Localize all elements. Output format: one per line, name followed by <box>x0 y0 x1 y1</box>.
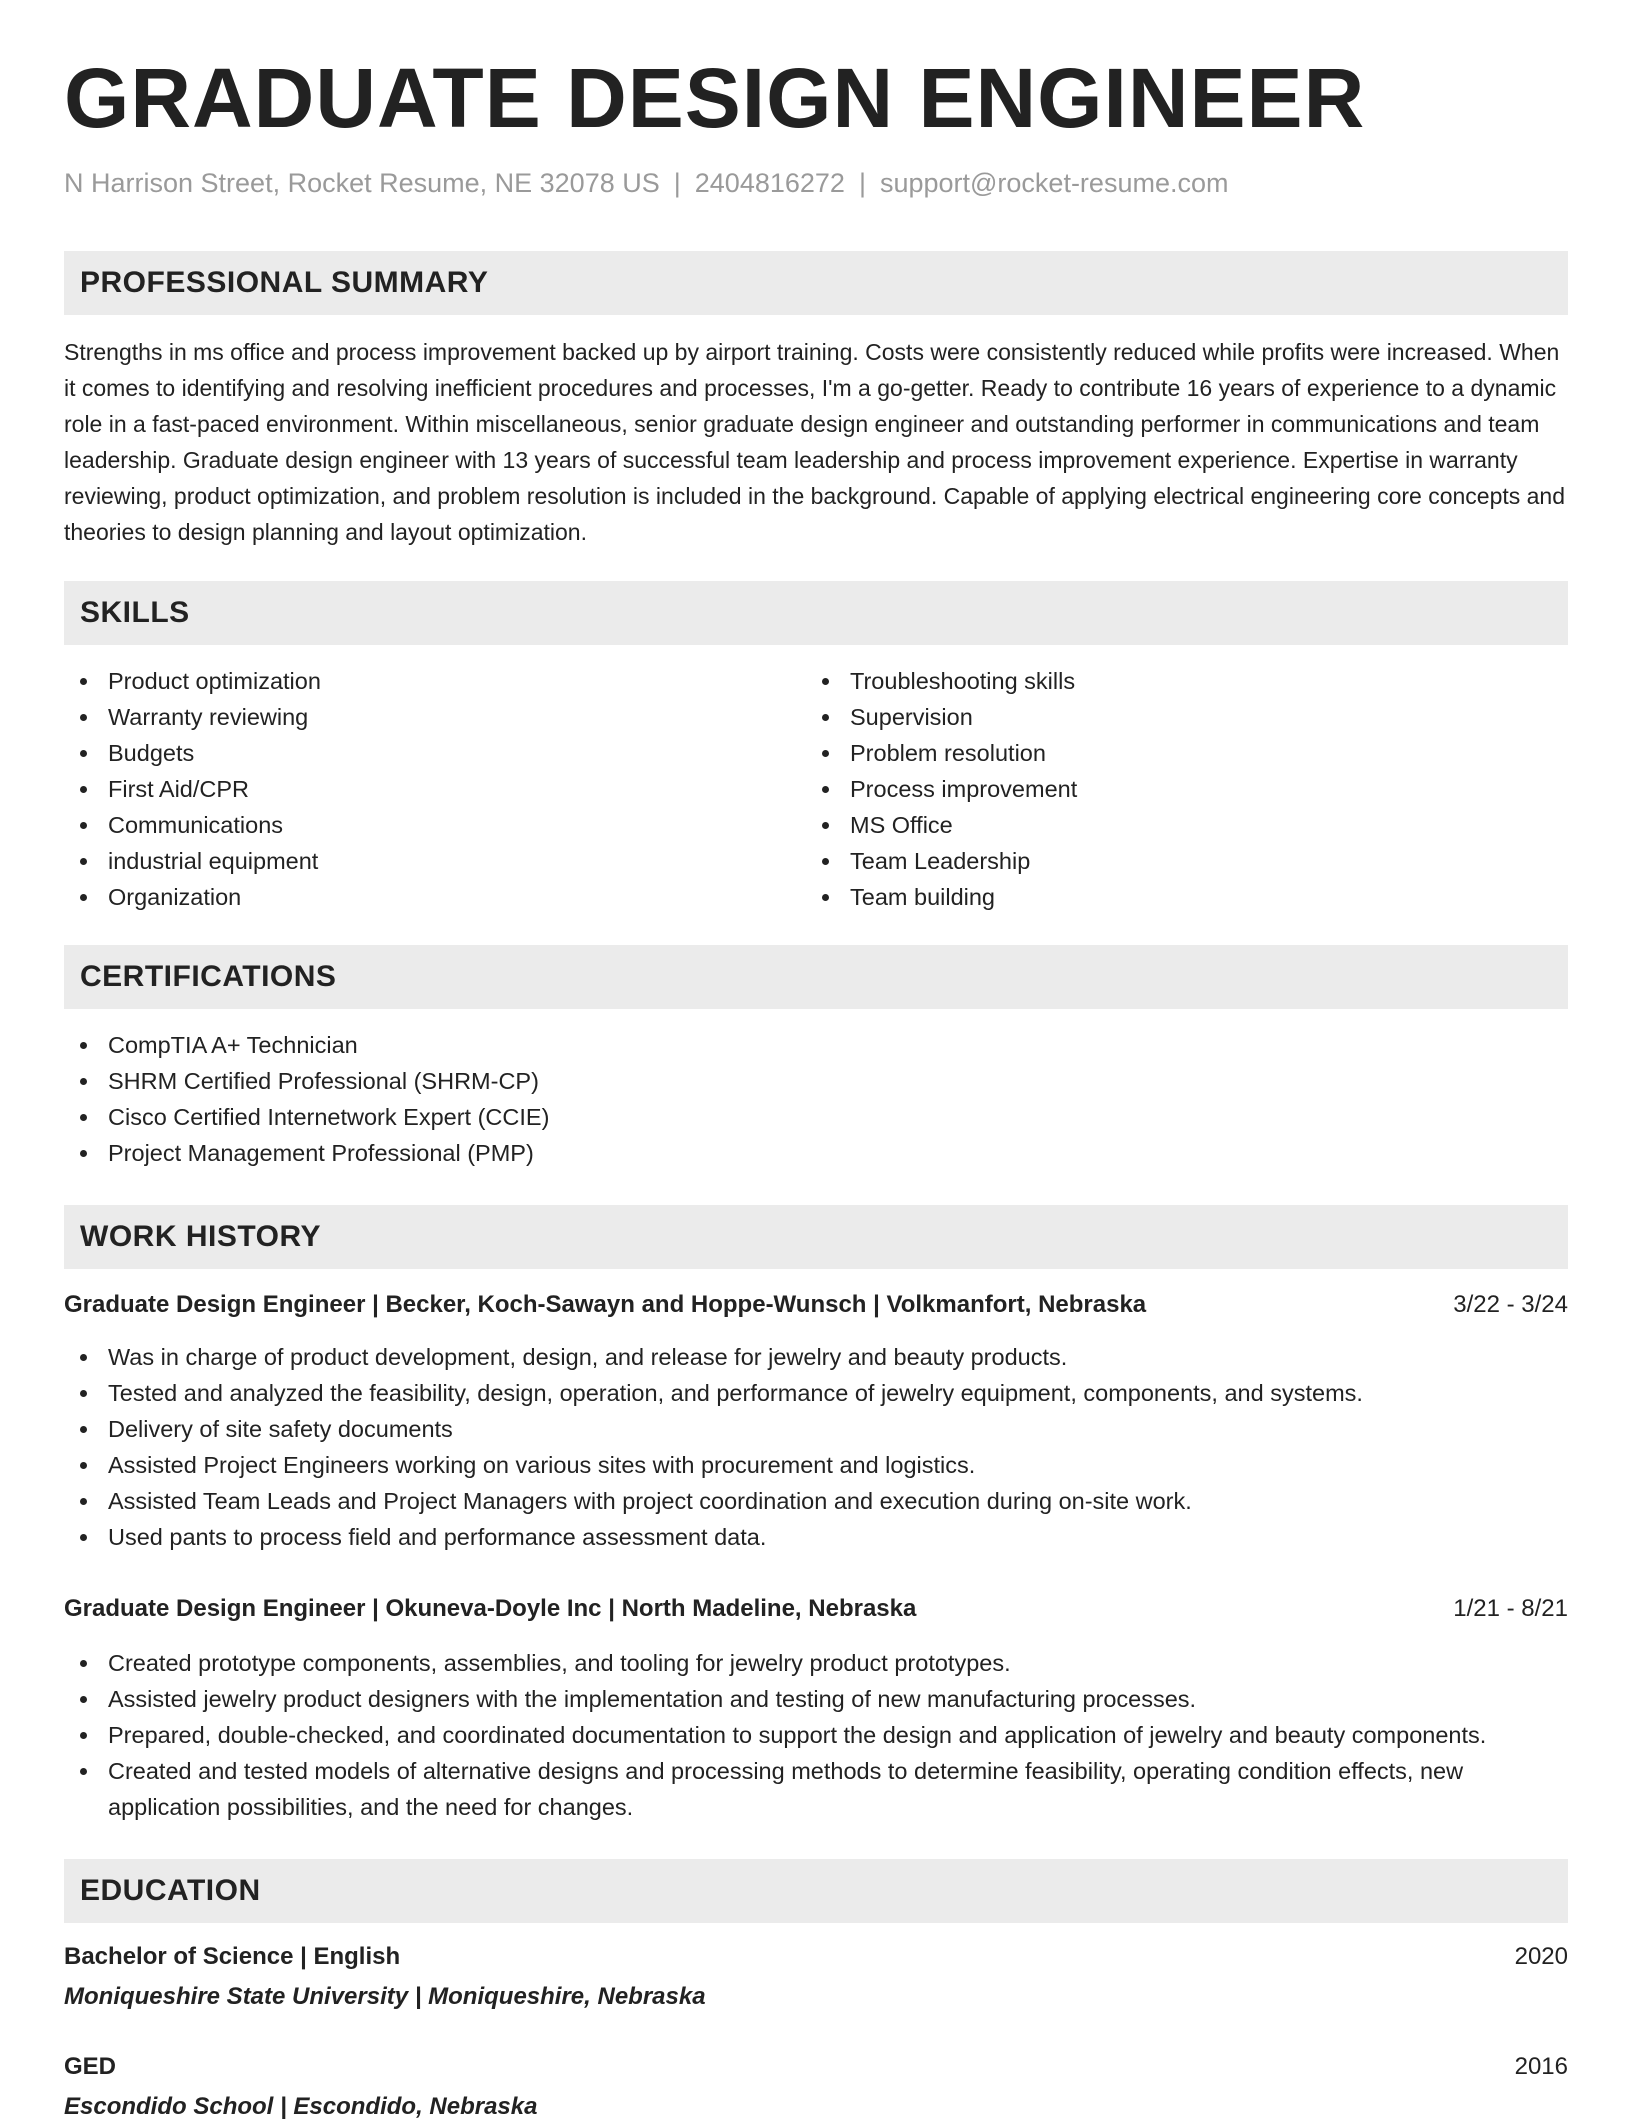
job-dates: 3/22 - 3/24 <box>1453 1291 1568 1318</box>
job-bullet: Created and tested models of alternative designs and processing methods to determine feasibility, operating condition effects, new application possibilities, and the need for changes. <box>64 1753 1568 1825</box>
job-dates: 1/21 - 8/21 <box>1453 1595 1568 1622</box>
job-bullets <box>64 1339 1568 1555</box>
job-bullet: Assisted Team Leads and Project Managers with project coordination and execution during on-site work. <box>64 1483 1568 1519</box>
resume-name: GRADUATE DESIGN ENGINEER <box>64 51 1366 145</box>
education-entry-header <box>64 2049 1568 2085</box>
certification-item: SHRM Certified Professional (SHRM-CP) <box>64 1063 1064 1099</box>
job-bullets <box>64 1645 1568 1825</box>
summary-heading: PROFESSIONAL SUMMARY <box>80 266 489 299</box>
skill-item: Team Leadership <box>806 843 1506 879</box>
education-degree: Bachelor of Science | English <box>64 1943 401 1970</box>
certification-item: Project Management Professional (PMP) <box>64 1135 1064 1171</box>
skill-item: industrial equipment <box>64 843 764 879</box>
job-bullet: Assisted jewelry product designers with the implementation and testing of new manufacturing processes. <box>64 1681 1568 1717</box>
contact-address: N Harrison Street, Rocket Resume, NE 32078 US <box>64 168 660 198</box>
education-degree: GED <box>64 2053 117 2080</box>
job-title: Graduate Design Engineer | Okuneva-Doyle Inc | North Madeline, Nebraska <box>64 1595 917 1622</box>
certifications-list <box>64 1027 1064 1171</box>
contact-phone: 2404816272 <box>694 168 845 198</box>
job-bullet: Delivery of site safety documents <box>64 1411 1568 1447</box>
work-section-header <box>64 1205 1568 1269</box>
education-year: 2016 <box>1514 2053 1568 2080</box>
job-header <box>64 1287 1568 1323</box>
skills-column-right <box>806 663 1506 915</box>
job-title: Graduate Design Engineer | Becker, Koch-Sawayn and Hoppe-Wunsch | Volkmanfort, Nebraska <box>64 1291 1147 1318</box>
skill-item: Communications <box>64 807 764 843</box>
education-entry-header <box>64 1939 1568 1975</box>
skills-heading: SKILLS <box>80 596 190 629</box>
education-year: 2020 <box>1514 1943 1568 1970</box>
job-details <box>64 1339 1568 1555</box>
skill-item: Team building <box>806 879 1506 915</box>
education-school: Moniqueshire State University | Moniqueshire, Nebraska <box>64 1983 706 2010</box>
summary-section-header <box>64 251 1568 315</box>
skill-item: Budgets <box>64 735 764 771</box>
skill-item: MS Office <box>806 807 1506 843</box>
job-bullet: Used pants to process field and performance assessment data. <box>64 1519 1568 1555</box>
skills-list-left <box>64 663 764 915</box>
skills-column-left <box>64 663 764 915</box>
summary-text: Strengths in ms office and process improvement backed up by airport training. Costs were consistently reduced while profits were increased. When it comes to identifying and resolving inefficient procedures and processes, I'm a go-getter. Ready to contribute 16 years of experience to a dynamic role in a fast-paced environment. Within miscellaneous, senior graduate design engineer and outstanding performer in communications and team leadership. Graduate design engineer with 13 years of successful team leadership and process improvement experience. Expertise in warranty reviewing, product optimization, and problem resolution is included in the background. Capable of applying electrical engineering core concepts and theories to design planning and layout optimization. <box>64 339 1566 545</box>
certifications-section-header <box>64 945 1568 1009</box>
contact-email: support@rocket-resume.com <box>879 168 1229 198</box>
job-bullet: Was in charge of product development, design, and release for jewelry and beauty products. <box>64 1339 1568 1375</box>
job-header <box>64 1591 1568 1627</box>
work-heading: WORK HISTORY <box>80 1220 322 1253</box>
education-school: Escondido School | Escondido, Nebraska <box>64 2093 538 2120</box>
certifications-heading: CERTIFICATIONS <box>80 960 337 993</box>
job-bullet: Prepared, double-checked, and coordinated documentation to support the design and application of jewelry and beauty components. <box>64 1717 1568 1753</box>
certifications-block <box>64 1027 1064 1171</box>
contact-line <box>64 168 1228 199</box>
skill-item: Process improvement <box>806 771 1506 807</box>
skill-item: Product optimization <box>64 663 764 699</box>
skills-section-header <box>64 581 1568 645</box>
skill-item: Warranty reviewing <box>64 699 764 735</box>
skill-item: Problem resolution <box>806 735 1506 771</box>
contact-separator: | <box>673 168 681 198</box>
job-bullet: Assisted Project Engineers working on various sites with procurement and logistics. <box>64 1447 1568 1483</box>
skill-item: Organization <box>64 879 764 915</box>
education-section-header <box>64 1859 1568 1923</box>
education-heading: EDUCATION <box>80 1874 261 1907</box>
skill-item: Troubleshooting skills <box>806 663 1506 699</box>
job-bullet: Created prototype components, assemblies, and tooling for jewelry product prototypes. <box>64 1645 1568 1681</box>
certification-item: Cisco Certified Internetwork Expert (CCIE) <box>64 1099 1064 1135</box>
job-details <box>64 1645 1568 1825</box>
skill-item: First Aid/CPR <box>64 771 764 807</box>
job-bullet: Tested and analyzed the feasibility, design, operation, and performance of jewelry equipment, components, and systems. <box>64 1375 1568 1411</box>
skills-list-right <box>806 663 1506 915</box>
skill-item: Supervision <box>806 699 1506 735</box>
certification-item: CompTIA A+ Technician <box>64 1027 1064 1063</box>
contact-separator: | <box>858 168 866 198</box>
